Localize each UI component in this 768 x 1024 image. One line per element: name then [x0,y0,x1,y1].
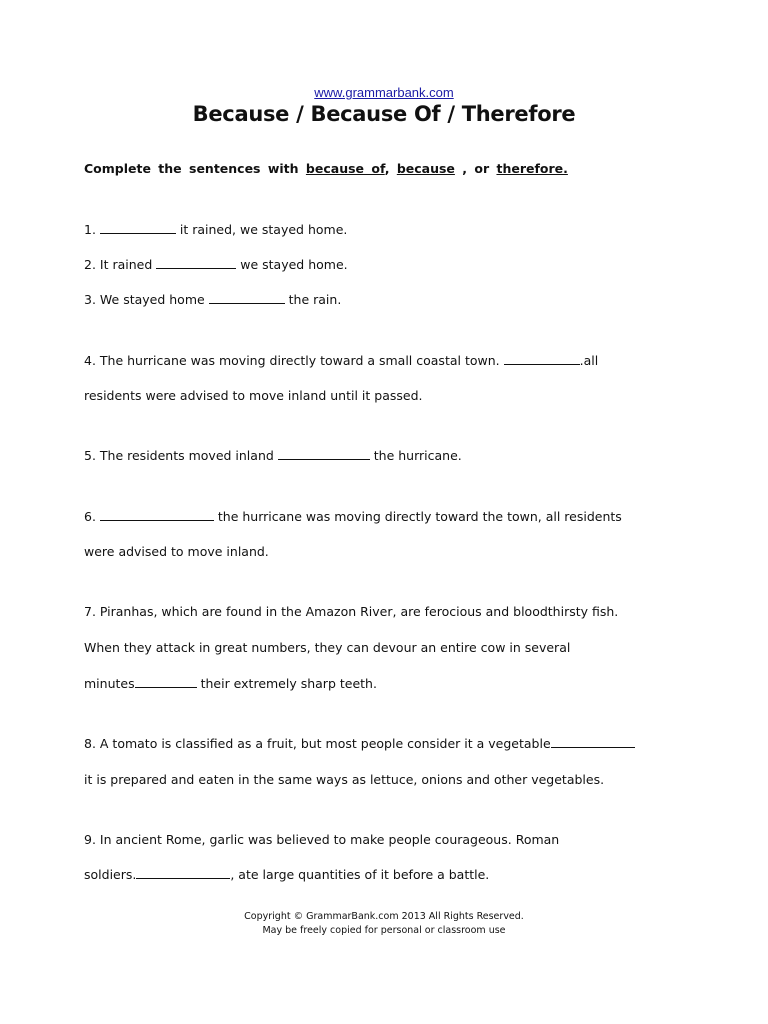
question-text: , ate large quantities of it before a battle. [230,867,490,882]
option-therefore: therefore. [496,161,568,176]
page-title: Because / Because Of / Therefore [192,102,576,126]
answer-blank-1[interactable] [100,222,176,234]
question-9-line-2 [84,867,489,883]
instructions-lead: Complete the sentences with [84,161,306,176]
footer-copyright: Copyright © GrammarBank.com 2013 All Rights Reserved. [244,911,524,922]
question-6-line-1 [84,509,622,525]
question-7-line-3 [84,676,377,692]
question-4-line-2: residents were advised to move inland until it passed. [84,388,423,403]
question-8-line-2: it is prepared and eaten in the same ways as lettuce, onions and other vegetables. [84,772,605,787]
option-because-of: because of [305,161,385,176]
instructions-separator-1: , [384,161,397,176]
answer-blank-6[interactable] [100,509,214,521]
answer-blank-8[interactable] [551,736,635,748]
question-text: soldiers. [84,867,137,882]
instructions [84,161,568,177]
option-because: because [396,161,455,176]
question-5 [84,448,462,464]
question-text: it rained, we stayed home. [175,222,348,237]
question-text: 2. It rained [84,257,157,272]
question-text: 4. The hurricane was moving directly toward a small coastal town. [84,353,504,368]
answer-blank-3[interactable] [209,292,285,304]
question-text: 6. [84,509,100,524]
question-8-line-1 [84,736,635,752]
question-number: 1. [84,222,96,237]
question-text: 3. We stayed home [84,292,209,307]
question-9-line-1: 9. In ancient Rome, garlic was believed to make people courageous. Roman [84,832,560,847]
question-7-line-1: 7. Piranhas, which are found in the Amazon River, are ferocious and bloodthirsty fish. [84,604,619,619]
site-link[interactable]: www.grammarbank.com [314,85,454,100]
question-text: minutes [84,676,135,691]
question-text: the hurricane was moving directly toward the town, all residents [213,509,622,524]
question-3 [84,292,341,308]
question-text: the hurricane. [369,448,462,463]
question-7-line-2: When they attack in great numbers, they can devour an entire cow in several [84,640,571,655]
answer-blank-7[interactable] [135,676,197,688]
answer-blank-5[interactable] [278,448,370,460]
answer-blank-2[interactable] [156,257,236,269]
question-text: .all [579,353,599,368]
question-1 [84,222,347,238]
instructions-separator-2: , or [454,161,497,176]
question-2 [84,257,348,273]
question-6-line-2: were advised to move inland. [84,544,269,559]
question-text: 5. The residents moved inland [84,448,278,463]
answer-blank-4[interactable] [504,353,580,365]
question-4-line-1 [84,353,598,369]
question-text: 8. A tomato is classified as a fruit, but most people consider it a vegetable [84,736,551,751]
question-text: their extremely sharp teeth. [196,676,377,691]
footer-usage: May be freely copied for personal or classroom use [262,925,506,936]
answer-blank-9[interactable] [136,867,230,879]
question-text: we stayed home. [236,257,348,272]
question-text: the rain. [284,292,342,307]
